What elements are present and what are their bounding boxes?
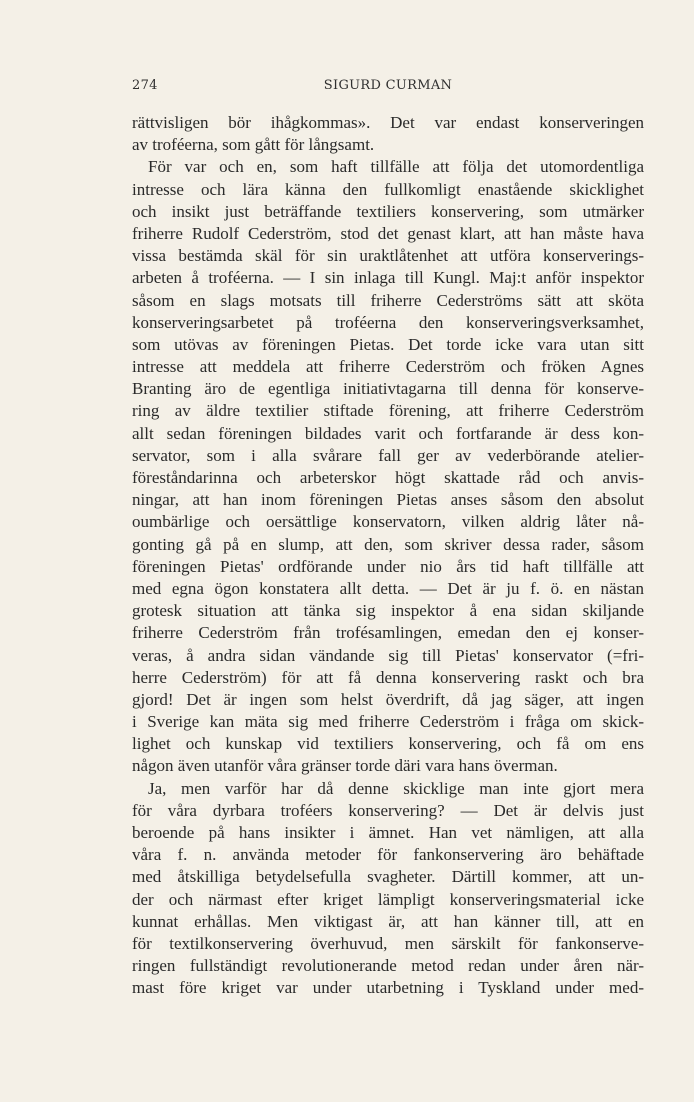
- text-line: ningar, att han inom föreningen Pietas anses såsom den absolut: [132, 490, 644, 510]
- text-line: grotesk situation att tänka sig inspektor å ena sidan skiljande: [132, 601, 644, 621]
- text-line: Branting äro de egentliga initiativtagarna till denna för konserve-: [132, 379, 644, 399]
- text-line: der och närmast efter kriget lämpligt konserveringsmaterial icke: [132, 889, 644, 909]
- text-line: för textilkonservering överhuvud, men särskilt för fankonserve-: [132, 933, 644, 953]
- text-line: såsom en slags motsats till friherre Cederströms sätt att sköta: [132, 290, 644, 310]
- text-line: i Sverige kan mäta sig med friherre Cederström i fråga om skick-: [132, 712, 644, 732]
- text-line: friherre Cederström från trofésamlingen, emedan den ej konser-: [132, 623, 644, 643]
- text-line: och insikt just beträffande textiliers konservering, som utmärker: [132, 201, 644, 221]
- text-line: med åtskilliga betydelsefulla svagheter. Därtill kommer, att un-: [132, 867, 644, 887]
- text-line: vissa bestämda skäl för sin uraktlåtenhet att utföra konserverings-: [132, 246, 644, 266]
- text-line: ringen fullständigt revolutionerande metod redan under åren när-: [132, 956, 644, 976]
- text-line: rättvisligen bör ihågkommas». Det var endast konserveringen: [132, 113, 644, 132]
- text-line: allt sedan föreningen bildades varit och fortfarande är dess kon-: [132, 423, 644, 443]
- text-line: föreståndarinna och arbeterskor högt skattade råd och anvis-: [132, 468, 644, 487]
- text-line: intresse och lära känna den fullkomligt enastående skicklighet: [132, 179, 644, 199]
- text-line: herre Cederström) för att få denna konservering raskt och bra: [132, 667, 644, 687]
- text-line: ring av äldre textilier stiftade förening, att friherre Cederström: [132, 401, 644, 421]
- text-line: oumbärlige och oersättlige konservatorn, vilken aldrig låter nå-: [132, 512, 644, 532]
- text-line: arbeten å troféerna. — I sin inlaga till Kungl. Maj:t anför inspektor: [132, 268, 644, 288]
- text-line: friherre Rudolf Cederström, stod det genast klart, att han måste hava: [132, 223, 644, 243]
- text-line: intresse att meddela att friherre Cederström och fröken Agnes: [132, 357, 644, 377]
- text-line: gonting gå på en slump, att den, som skriver dessa rader, såsom: [132, 534, 644, 554]
- text-line: kunnat erhållas. Men viktigast är, att han känner till, att en: [132, 911, 644, 931]
- text-line: som utövas av föreningen Pietas. Det torde icke vara utan sitt: [132, 334, 644, 354]
- text-line: beroende på hans insikter i ämnet. Han vet nämligen, att alla: [132, 823, 644, 842]
- page-number: 274: [132, 78, 158, 93]
- text-line: För var och en, som haft tillfälle att följa det utomordentliga: [148, 157, 644, 177]
- text-line: servator, som i alla svårare fall ger av vederbörande atelier-: [132, 445, 644, 465]
- text-line: med egna ögon konstatera allt detta. — Det är ju f. ö. en nästan: [132, 578, 644, 598]
- text-line: veras, å andra sidan vändande sig till Pietas' konservator (=fri-: [132, 645, 644, 665]
- text-line: av troféerna, som gått för långsamt.: [132, 135, 375, 155]
- text-line: Ja, men varför har då denne skicklige man inte gjort mera: [148, 778, 644, 798]
- text-line: våra f. n. använda metoder för fankonservering äro behäftade: [132, 845, 644, 865]
- body-text: [132, 112, 644, 1000]
- text-line: föreningen Pietas' ordförande under nio års tid haft tillfälle att: [132, 556, 644, 576]
- text-line: konserveringsarbetet på troféerna den konserveringsverksamhet,: [132, 312, 644, 332]
- text-line: mast före kriget var under utarbetning i Tyskland under med-: [132, 978, 644, 998]
- text-line: för våra dyrbara troféers konservering? — Det är delvis just: [132, 800, 644, 820]
- running-head: SIGURD CURMAN: [323, 78, 453, 93]
- page-header: [132, 78, 644, 98]
- text-line: någon även utanför våra gränser torde däri vara hans överman.: [132, 756, 558, 776]
- text-line: lighet och kunskap vid textiliers konservering, och få om ens: [132, 734, 644, 754]
- text-line: gjord! Det är ingen som helst överdrift, då jag säger, att ingen: [132, 689, 644, 709]
